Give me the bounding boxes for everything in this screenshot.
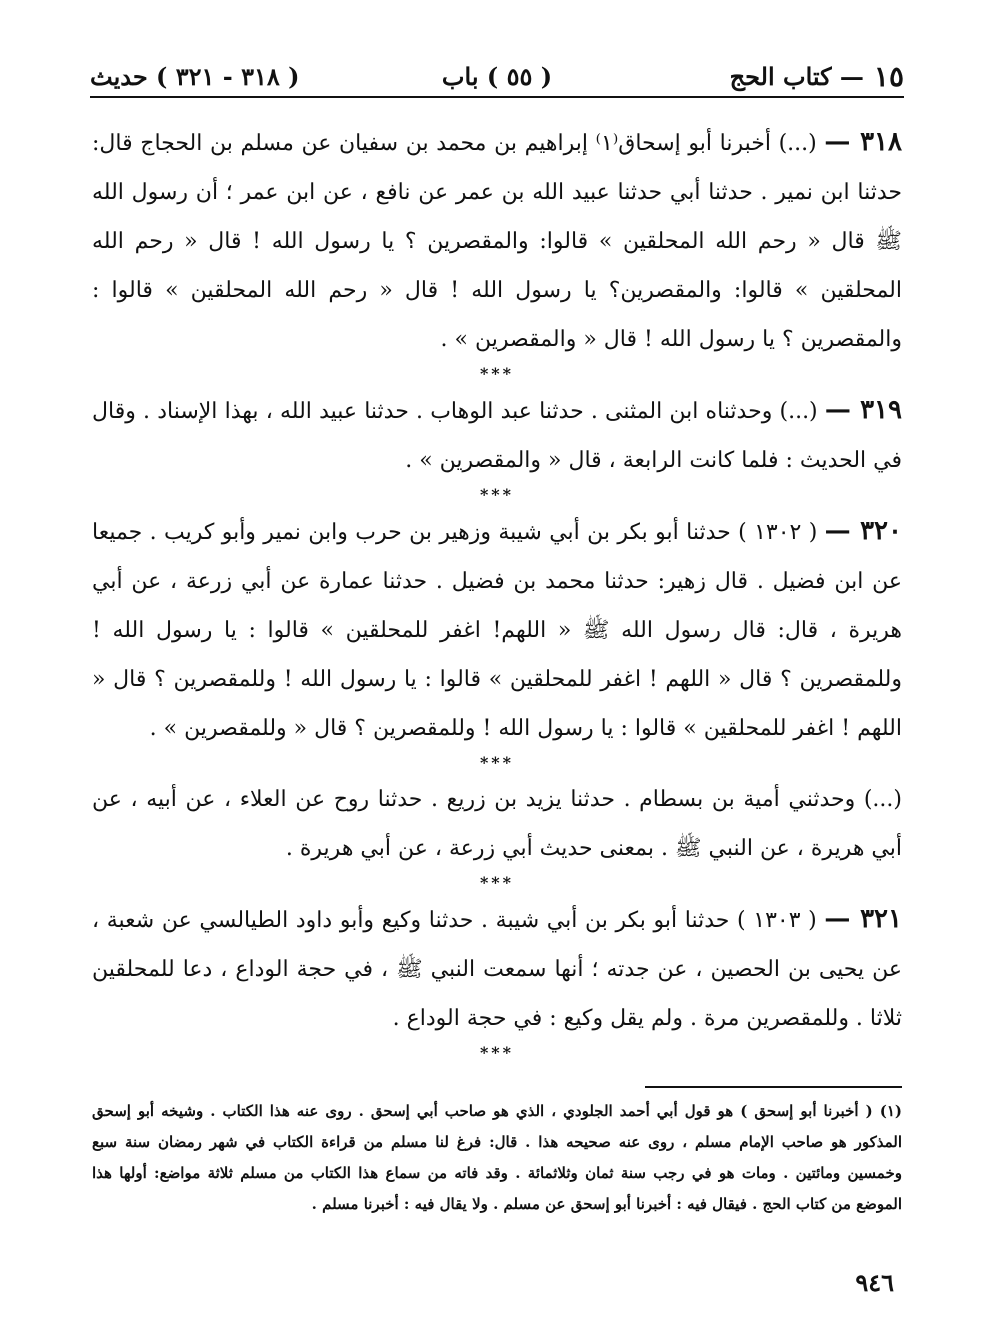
running-header: [90, 58, 904, 94]
hadith-318: [92, 118, 902, 364]
main-text: [92, 118, 902, 1065]
footnote-rule: [645, 1086, 902, 1088]
header-page-ref: ١٥: [873, 59, 904, 93]
hadith-321: [92, 895, 902, 1043]
header-chapter: ( ٥٥ ) باب: [441, 61, 553, 91]
header-rule: [90, 96, 904, 98]
header-hadith-range: ( ٣١٨ - ٣٢١ ) حديث: [90, 61, 300, 91]
hadith-text: (...) أخبرنا أبو إسحاق⁽١⁾ إبراهيم بن محمد بن سفيان عن مسلم بن الحجاج قال: حدثنا ابن نمير . حدثنا أبي حدثنا عبيد الله بن عمر عن نافع ، عن ابن عمر ؛ أن رسول الله ﷺ قال « رحم الله المحلقين » قالوا: والمقصرين ؟ يا رسول الله ! قال « رحم الله المحلقين » قالوا: والمقصرين؟ يا رسول الله ! قال « رحم الله المحلقين » قالوا : والمقصرين ؟ يا رسول الله ! قال « والمقصرين » .: [92, 131, 902, 352]
hadith-319: [92, 386, 902, 485]
separator: ***: [479, 1043, 515, 1062]
hadith-number: ٣١٨ —: [824, 127, 902, 157]
hadith-number: ٣٢١ —: [824, 904, 902, 934]
hadith-number: ٣١٩ —: [824, 395, 902, 425]
hadith-text: (...) وحدثني أمية بن بسطام . حدثنا يزيد بن زريع . حدثنا روح عن العلاء ، عن أبيه ، عن أبي هريرة ، عن النبي ﷺ . بمعنى حديث أبي زرعة ، عن أبي هريرة .: [92, 787, 902, 861]
header-book-title: — كتاب الحج: [729, 61, 864, 91]
hadith-text: (...) وحدثناه ابن المثنى . حدثنا عبد الوهاب . حدثنا عبيد الله ، بهذا الإسناد . وقال في الحديث : فلما كانت الرابعة ، قال « والمقصرين » .: [92, 399, 902, 473]
hadith-320-variant: [92, 775, 902, 873]
hadith-number: ٣٢٠ —: [824, 516, 902, 546]
separator: ***: [479, 753, 515, 772]
footnote: (١) ( أخبرنا أبو إسحق ) هو قول أبي أحمد الجلودي ، الذي هو صاحب أبي إسحق . روى عنه هذا الكتاب . وشيخه أبو إسحق المذكور هو صاحب الإمام مسلم ، روى عنه صحيحه هذا . قال: فرغ لنا مسلم من قراءة الكتاب في شهر رمضان سنة سبع وخمسين ومائتين . ومات هو في رجب سنة ثمان وثلاثمائة . وقد فاته من سماع هذا الكتاب من مسلم ثلاثة مواضع: أولها هذا الموضع من كتاب الحج . فيقال فيه : أخبرنا أبو إسحق عن مسلم . ولا يقال فيه : أخبرنا مسلم .: [92, 1102, 902, 1213]
hadith-text: ( ١٣٠٢ ) حدثنا أبو بكر بن أبي شيبة وزهير بن حرب وابن نمير وأبو كريب . جميعا عن ابن فضيل . قال زهير: حدثنا محمد بن فضيل . حدثنا عمارة عن أبي زرعة ، عن أبي هريرة ، قال: قال رسول الله ﷺ « اللهم! اغفر للمحلقين » قالوا : يا رسول الله ! وللمقصرين ؟ قال « اللهم ! اغفر للمحلقين » قالوا : يا رسول الله ! وللمقصرين ؟ قال « اللهم ! اغفر للمحلقين » قالوا : يا رسول الله ! وللمقصرين ؟ قال « وللمقصرين » .: [92, 520, 902, 741]
hadith-text: ( ١٣٠٣ ) حدثنا أبو بكر بن أبي شيبة . حدثنا وكيع وأبو داود الطيالسي عن شعبة ، عن يحيى بن الحصين ، عن جدته ؛ أنها سمعت النبي ﷺ ، في حجة الوداع ، دعا للمحلقين ثلاثا . وللمقصرين مرة . ولم يقل وكيع : في حجة الوداع .: [92, 908, 902, 1031]
separator: ***: [479, 873, 515, 892]
separator: ***: [479, 485, 515, 504]
hadith-320: [92, 507, 902, 753]
page-number: ٩٤٦: [855, 1268, 894, 1297]
separator: ***: [479, 364, 515, 383]
